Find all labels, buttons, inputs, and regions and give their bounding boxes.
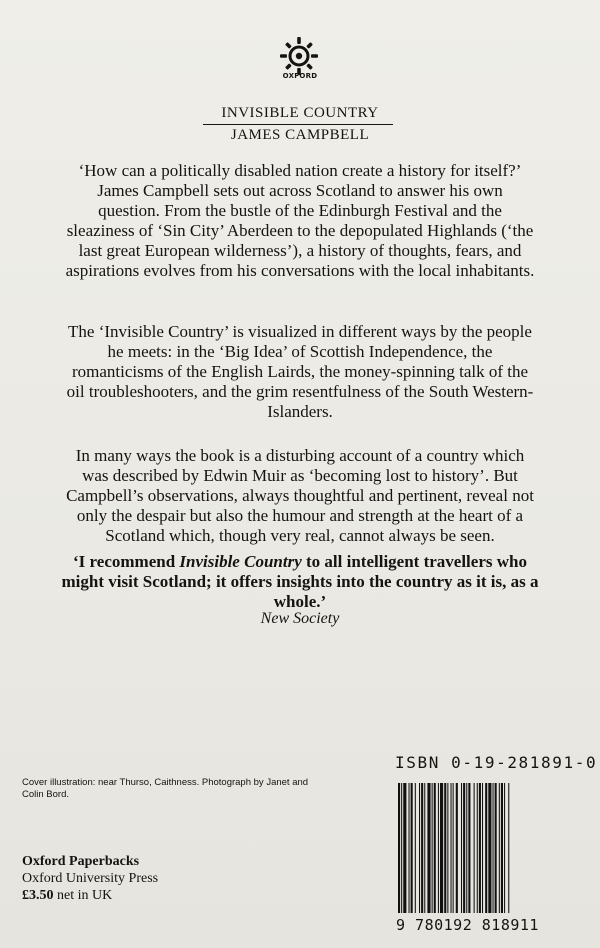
barcode-bar [398, 783, 400, 913]
barcode-bar [499, 783, 500, 913]
barcode-bar [461, 783, 462, 913]
barcode-bar [447, 783, 448, 913]
barcode-bar [432, 783, 433, 913]
barcode-bar [415, 783, 416, 913]
review-quote [58, 552, 542, 612]
isbn: ISBN 0-19-281891-0 [395, 753, 598, 772]
imprint [22, 853, 158, 904]
barcode-bar [501, 783, 503, 913]
barcode-bar [488, 783, 491, 913]
book-title: INVISIBLE COUNTRY [221, 105, 379, 121]
barcode-bar [411, 783, 413, 913]
barcode-bar [453, 783, 454, 913]
barcode-bar [424, 783, 425, 913]
price-suffix: net in UK [53, 888, 113, 903]
barcode-bar [493, 783, 494, 913]
barcode-number: 9 780192 818911 [396, 916, 539, 934]
review-quote-start: ‘I recommend [73, 552, 180, 571]
barcode-bar [456, 783, 458, 913]
barcode-bar [485, 783, 487, 913]
barcode-bar [401, 783, 402, 913]
title-divider [203, 124, 393, 125]
barcode [397, 783, 552, 913]
blurb-paragraph-3: In many ways the book is a disturbing account of a country which was described by Edwin Muir as ‘becoming lost to history’. But Campbell’s observations, always thoughtful and pertinent, reveal not only the despair but also the humour and strength at the heart of a Scotland which, though very real, cannot always be seen. [66, 446, 534, 545]
barcode-bar [479, 783, 481, 913]
barcode-bar [427, 783, 430, 913]
barcode-bar [468, 783, 470, 913]
series-name: Oxford Paperbacks [22, 854, 140, 869]
publisher-name: Oxford University Press [22, 871, 159, 886]
barcode-bar [495, 783, 497, 913]
logo-wordmark: OXFORD [282, 72, 318, 80]
price: £3.50 [22, 888, 54, 903]
barcode-bar [409, 783, 410, 913]
barcode-bar [434, 783, 436, 913]
price-line [22, 887, 158, 904]
barcode-bar [466, 783, 467, 913]
barcode-bar [403, 783, 406, 913]
barcode-bar [463, 783, 465, 913]
barcode-bar [504, 783, 505, 913]
blurb-paragraph-1: ‘How can a politically disabled nation create a history for itself?’ James Campbell sets out across Scotland to answer his own question. From the bustle of the Edinburgh Festival and the sleaziness of ‘Sin City’ Aberdeen to the depopulated Highlands (‘the last great European wilderness’), a history of thoughts, fears, and aspirations evolves from his conversations with the local inhabitants. [65, 161, 535, 280]
review-quote-end: to all intelligent travellers who might visit Scotland; it offers insights into the country as it is, as a whole.’ [61, 552, 539, 611]
barcode-bar [477, 783, 478, 913]
review-source: New Society [260, 610, 340, 627]
barcode-bar [482, 783, 483, 913]
barcode-bar [421, 783, 423, 913]
blurb-paragraph-2: The ‘Invisible Country’ is visualized in different ways by the people he meets: in the ‘Big Idea’ of Scottish Independence, the romanticisms of the English Lairds, the money-spinning talk of the oil troubleshooters, and the grim resentfulness of the South Western-Islanders. [66, 322, 534, 421]
book-author: JAMES CAMPBELL [230, 127, 370, 143]
barcode-bar [444, 783, 446, 913]
barcode-bar [440, 783, 443, 913]
cover-credit: Cover illustration: near Thurso, Caithness. Photograph by Janet and Colin Bord. [22, 777, 309, 800]
barcode-bar [508, 783, 509, 913]
barcode-bar [474, 783, 475, 913]
barcode-bar [451, 783, 452, 913]
barcode-bar [438, 783, 439, 913]
barcode-bar [419, 783, 420, 913]
review-quote-book-title: Invisible Country [179, 552, 302, 571]
